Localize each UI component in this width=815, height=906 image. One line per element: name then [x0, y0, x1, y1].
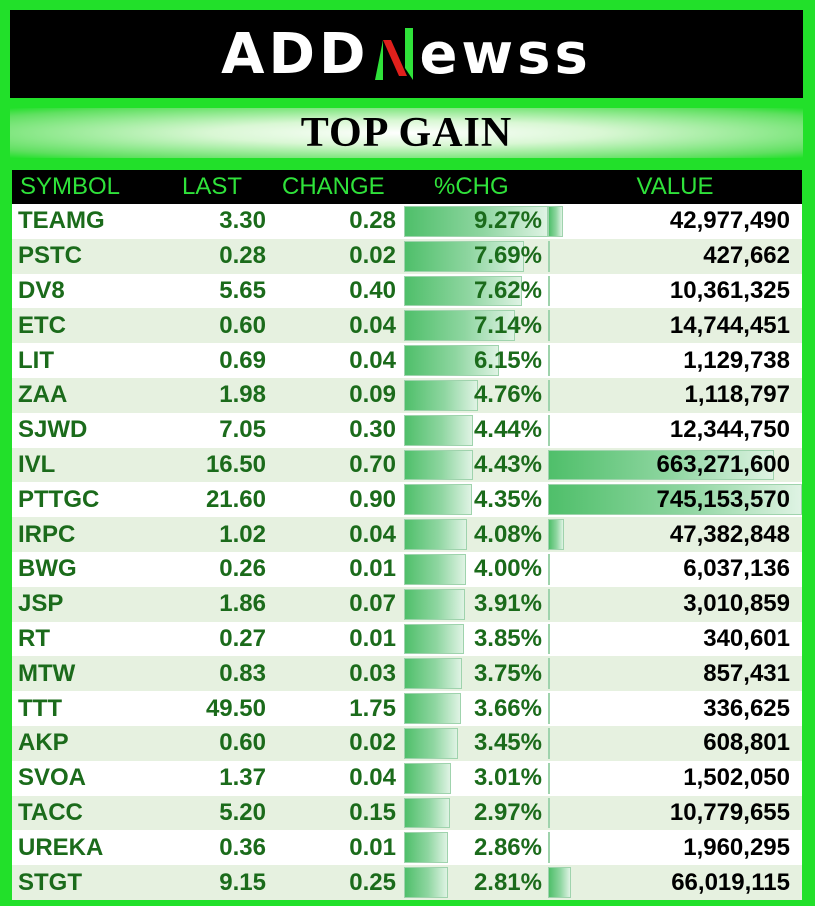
cell-value: [548, 587, 802, 622]
cell-pct-change-text: 7.62%: [473, 276, 542, 304]
cell-last-text: 0.60: [219, 311, 266, 339]
cell-value-bar: [548, 276, 550, 307]
cell-symbol-text: IRPC: [18, 520, 76, 548]
cell-value-bar: [548, 763, 550, 794]
cell-pct-change-bar: [404, 867, 448, 898]
cell-pct-change-text: 4.43%: [473, 450, 542, 478]
cell-pct-change-bar: [404, 624, 464, 655]
cell-change: [274, 830, 404, 865]
cell-symbol: [12, 239, 162, 274]
cell-symbol: [12, 552, 162, 587]
cell-change: [274, 413, 404, 448]
cell-last: [162, 378, 274, 413]
cell-change: [274, 691, 404, 726]
cell-change-text: 0.03: [349, 659, 396, 687]
cell-change: [274, 796, 404, 831]
table-row: [12, 308, 802, 343]
cell-change: [274, 656, 404, 691]
cell-last-text: 0.36: [219, 833, 266, 861]
cell-last-text: 0.27: [219, 624, 266, 652]
cell-change-text: 0.07: [349, 590, 396, 618]
cell-value: [548, 482, 802, 517]
cell-change-text: 0.70: [349, 450, 396, 478]
cell-change: [274, 726, 404, 761]
cell-pct-change-text: 2.86%: [473, 833, 542, 861]
cell-last-text: 49.50: [205, 694, 266, 722]
cell-value-bar: [548, 832, 550, 863]
cell-symbol-text: ZAA: [18, 381, 68, 409]
cell-last: [162, 796, 274, 831]
cell-value-text: 47,382,848: [669, 520, 790, 548]
cell-value-bar: [548, 310, 550, 341]
table-row: [12, 726, 802, 761]
column-header-change: CHANGE: [274, 170, 404, 204]
cell-value: [548, 378, 802, 413]
cell-change: [274, 448, 404, 483]
cell-pct-change-text: 6.15%: [473, 346, 542, 374]
table-row: [12, 239, 802, 274]
cell-pct-change-text: 2.81%: [473, 868, 542, 896]
cell-value-bar: [548, 867, 571, 898]
cell-value-text: 12,344,750: [669, 416, 790, 444]
cell-value: [548, 204, 802, 239]
cell-last: [162, 482, 274, 517]
cell-pct-change: [404, 796, 548, 831]
cell-last-text: 1.86: [219, 590, 266, 618]
cell-value: [548, 552, 802, 587]
cell-value-text: 1,129,738: [683, 346, 790, 374]
cell-change: [274, 308, 404, 343]
cell-symbol: [12, 830, 162, 865]
cell-value: [548, 830, 802, 865]
cell-pct-change: [404, 378, 548, 413]
cell-last-text: 5.20: [219, 798, 266, 826]
cell-pct-change-text: 7.69%: [473, 242, 542, 270]
cell-symbol-text: LIT: [18, 346, 54, 374]
cell-value: [548, 656, 802, 691]
cell-pct-change: [404, 204, 548, 239]
cell-symbol: [12, 587, 162, 622]
table-row: [12, 378, 802, 413]
cell-last: [162, 274, 274, 309]
cell-last: [162, 830, 274, 865]
cell-symbol-text: ETC: [18, 311, 66, 339]
table-row: [12, 343, 802, 378]
cell-pct-change-bar: [404, 415, 473, 446]
cell-pct-change-bar: [404, 693, 461, 724]
cell-value: [548, 343, 802, 378]
cell-value-text: 66,019,115: [671, 868, 790, 896]
cell-last: [162, 865, 274, 900]
table-row: [12, 830, 802, 865]
cell-value-text: 857,431: [703, 659, 790, 687]
cell-symbol-text: SJWD: [18, 416, 88, 444]
cell-symbol: [12, 204, 162, 239]
cell-symbol: [12, 517, 162, 552]
brand-header: [10, 10, 803, 98]
cell-symbol-text: JSP: [18, 590, 64, 618]
cell-pct-change: [404, 726, 548, 761]
cell-last-text: 0.83: [219, 659, 266, 687]
cell-change-text: 0.28: [349, 207, 396, 235]
cell-change-text: 0.01: [349, 555, 396, 583]
cell-value: [548, 274, 802, 309]
cell-pct-change: [404, 830, 548, 865]
cell-value: [548, 622, 802, 657]
cell-last-text: 1.02: [219, 520, 266, 548]
cell-change: [274, 274, 404, 309]
cell-change: [274, 622, 404, 657]
cell-change: [274, 552, 404, 587]
cell-pct-change-bar: [404, 484, 472, 515]
cell-symbol-text: TTT: [18, 694, 62, 722]
cell-symbol-text: SVOA: [18, 764, 87, 792]
cell-symbol-text: PSTC: [18, 242, 83, 270]
cell-change: [274, 239, 404, 274]
cell-value: [548, 517, 802, 552]
cell-symbol: [12, 691, 162, 726]
cell-symbol: [12, 726, 162, 761]
cell-value: [548, 239, 802, 274]
cell-symbol-text: AKP: [18, 729, 69, 757]
cell-change: [274, 517, 404, 552]
cell-pct-change: [404, 691, 548, 726]
cell-value-text: 1,960,295: [683, 833, 790, 861]
cell-symbol-text: TACC: [18, 798, 83, 826]
cell-value: [548, 691, 802, 726]
cell-pct-change: [404, 517, 548, 552]
cell-last: [162, 587, 274, 622]
cell-change-text: 0.04: [349, 520, 396, 548]
table-row: [12, 587, 802, 622]
cell-change-text: 0.01: [349, 833, 396, 861]
table-row: [12, 482, 802, 517]
table-row: [12, 865, 802, 900]
cell-value: [548, 413, 802, 448]
logo-text-right: ewss: [419, 21, 592, 87]
cell-value-text: 42,977,490: [669, 207, 790, 235]
cell-value-text: 10,779,655: [669, 798, 790, 826]
cell-value-text: 1,118,797: [684, 381, 790, 409]
cell-value: [548, 796, 802, 831]
cell-change: [274, 378, 404, 413]
cell-last-text: 1.98: [219, 381, 266, 409]
cell-value-text: 608,801: [703, 729, 790, 757]
cell-last-text: 5.65: [219, 276, 266, 304]
cell-symbol-text: IVL: [18, 450, 56, 478]
cell-symbol: [12, 482, 162, 517]
cell-change: [274, 865, 404, 900]
table-row: [12, 517, 802, 552]
cell-value-bar: [548, 554, 550, 585]
cell-value-text: 10,361,325: [669, 276, 790, 304]
cell-value: [548, 726, 802, 761]
cell-change-text: 0.09: [349, 381, 396, 409]
cell-last: [162, 343, 274, 378]
cell-symbol: [12, 761, 162, 796]
cell-value-text: 336,625: [703, 694, 790, 722]
cell-symbol: [12, 656, 162, 691]
cell-last-text: 1.37: [219, 764, 266, 792]
n-arrow-icon: [371, 26, 417, 82]
cell-value-bar: [548, 206, 563, 237]
cell-pct-change-text: 4.44%: [473, 416, 542, 444]
cell-pct-change-bar: [404, 519, 467, 550]
cell-pct-change-text: 3.75%: [473, 659, 542, 687]
cell-value-bar: [548, 415, 550, 446]
cell-value-text: 745,153,570: [656, 485, 790, 513]
table-row: [12, 796, 802, 831]
cell-pct-change-text: 4.76%: [473, 381, 542, 409]
cell-pct-change-text: 3.01%: [473, 764, 542, 792]
cell-value-bar: [548, 589, 550, 620]
cell-last: [162, 413, 274, 448]
cell-symbol-text: PTTGC: [18, 485, 100, 513]
page-title: TOP GAIN: [300, 110, 513, 156]
cell-last: [162, 204, 274, 239]
cell-last: [162, 517, 274, 552]
cell-change-text: 0.30: [349, 416, 396, 444]
cell-last-text: 0.28: [219, 242, 266, 270]
cell-pct-change-bar: [404, 763, 451, 794]
cell-value-text: 3,010,859: [683, 590, 790, 618]
cell-last: [162, 448, 274, 483]
cell-pct-change-text: 7.14%: [473, 311, 542, 339]
cell-pct-change: [404, 656, 548, 691]
cell-pct-change-bar: [404, 728, 458, 759]
cell-last: [162, 726, 274, 761]
cell-pct-change: [404, 239, 548, 274]
cell-value-bar: [548, 380, 550, 411]
cell-pct-change: [404, 622, 548, 657]
cell-pct-change: [404, 413, 548, 448]
cell-value-bar: [548, 624, 550, 655]
cell-value-text: 427,662: [703, 242, 790, 270]
cell-change-text: 0.04: [349, 346, 396, 374]
table-row: [12, 204, 802, 239]
gainers-table: [12, 170, 802, 900]
cell-pct-change-bar: [404, 589, 465, 620]
title-banner: [10, 108, 803, 158]
cell-value-text: 6,037,136: [683, 555, 790, 583]
cell-change: [274, 761, 404, 796]
cell-last: [162, 622, 274, 657]
cell-value-bar: [548, 519, 564, 550]
cell-last: [162, 308, 274, 343]
cell-pct-change: [404, 308, 548, 343]
cell-value-bar: [548, 241, 550, 272]
table-row: [12, 656, 802, 691]
cell-last: [162, 552, 274, 587]
table-row: [12, 691, 802, 726]
cell-pct-change: [404, 448, 548, 483]
cell-pct-change-text: 4.35%: [473, 485, 542, 513]
cell-last-text: 0.26: [219, 555, 266, 583]
cell-symbol-text: STGT: [18, 868, 82, 896]
table-row: [12, 274, 802, 309]
cell-change-text: 0.25: [349, 868, 396, 896]
cell-pct-change-bar: [404, 554, 466, 585]
cell-pct-change-text: 3.85%: [473, 624, 542, 652]
cell-pct-change-text: 9.27%: [473, 207, 542, 235]
cell-symbol: [12, 413, 162, 448]
cell-pct-change-text: 3.66%: [473, 694, 542, 722]
cell-change-text: 0.04: [349, 311, 396, 339]
cell-pct-change: [404, 343, 548, 378]
top-gain-board: [10, 10, 803, 896]
cell-value-bar: [548, 658, 550, 689]
column-header-value: VALUE: [548, 170, 802, 204]
cell-pct-change: [404, 587, 548, 622]
cell-change-text: 1.75: [349, 694, 396, 722]
cell-change-text: 0.01: [349, 624, 396, 652]
cell-last-text: 9.15: [219, 868, 266, 896]
cell-change-text: 0.04: [349, 764, 396, 792]
cell-last: [162, 239, 274, 274]
table-body: [12, 204, 802, 900]
cell-symbol: [12, 796, 162, 831]
cell-pct-change-text: 4.08%: [473, 520, 542, 548]
cell-change: [274, 587, 404, 622]
cell-last-text: 0.60: [219, 729, 266, 757]
cell-pct-change: [404, 482, 548, 517]
cell-symbol: [12, 308, 162, 343]
cell-change-text: 0.02: [349, 242, 396, 270]
cell-value-bar: [548, 728, 550, 759]
cell-pct-change-bar: [404, 832, 448, 863]
cell-last-text: 0.69: [219, 346, 266, 374]
cell-pct-change: [404, 761, 548, 796]
cell-last: [162, 691, 274, 726]
table-row: [12, 761, 802, 796]
cell-last-text: 7.05: [219, 416, 266, 444]
cell-pct-change: [404, 274, 548, 309]
cell-pct-change-text: 2.97%: [473, 798, 542, 826]
cell-symbol-text: BWG: [18, 555, 77, 583]
cell-last-text: 3.30: [219, 207, 266, 235]
table-row: [12, 552, 802, 587]
cell-symbol: [12, 274, 162, 309]
column-header-last: LAST: [162, 170, 274, 204]
cell-change: [274, 482, 404, 517]
cell-change: [274, 204, 404, 239]
cell-change-text: 0.15: [349, 798, 396, 826]
cell-value-text: 1,502,050: [683, 764, 790, 792]
cell-pct-change-text: 4.00%: [473, 555, 542, 583]
table-row: [12, 413, 802, 448]
cell-change: [274, 343, 404, 378]
cell-pct-change-bar: [404, 380, 478, 411]
logo-text-left: ADD: [221, 21, 370, 87]
cell-last-text: 16.50: [205, 450, 266, 478]
table-row: [12, 448, 802, 483]
table-header-row: [12, 170, 802, 204]
cell-pct-change: [404, 552, 548, 587]
cell-symbol: [12, 448, 162, 483]
cell-change-text: 0.90: [349, 485, 396, 513]
cell-value: [548, 865, 802, 900]
cell-pct-change-bar: [404, 450, 473, 481]
cell-symbol: [12, 622, 162, 657]
cell-symbol-text: TEAMG: [18, 207, 105, 235]
cell-value-bar: [548, 693, 550, 724]
cell-symbol-text: DV8: [18, 276, 65, 304]
cell-pct-change-bar: [404, 798, 450, 829]
column-header-pct-change: %CHG: [404, 170, 548, 204]
cell-value: [548, 308, 802, 343]
cell-value: [548, 761, 802, 796]
cell-value-text: 14,744,451: [669, 311, 790, 339]
cell-symbol-text: MTW: [18, 659, 76, 687]
cell-last-text: 21.60: [205, 485, 266, 513]
cell-last: [162, 656, 274, 691]
cell-change-text: 0.02: [349, 729, 396, 757]
cell-value-bar: [548, 345, 550, 376]
addnewss-logo: [221, 22, 592, 87]
table-row: [12, 622, 802, 657]
cell-value-text: 663,271,600: [656, 450, 790, 478]
cell-value: [548, 448, 802, 483]
column-header-symbol: SYMBOL: [12, 170, 162, 204]
cell-value-bar: [548, 798, 550, 829]
cell-symbol: [12, 865, 162, 900]
cell-pct-change-text: 3.45%: [473, 729, 542, 757]
cell-change-text: 0.40: [349, 276, 396, 304]
cell-symbol-text: UREKA: [18, 833, 104, 861]
cell-value-text: 340,601: [703, 624, 790, 652]
cell-symbol-text: RT: [18, 624, 50, 652]
cell-pct-change-text: 3.91%: [473, 590, 542, 618]
cell-last: [162, 761, 274, 796]
cell-pct-change: [404, 865, 548, 900]
cell-pct-change-bar: [404, 658, 462, 689]
cell-symbol: [12, 378, 162, 413]
cell-symbol: [12, 343, 162, 378]
